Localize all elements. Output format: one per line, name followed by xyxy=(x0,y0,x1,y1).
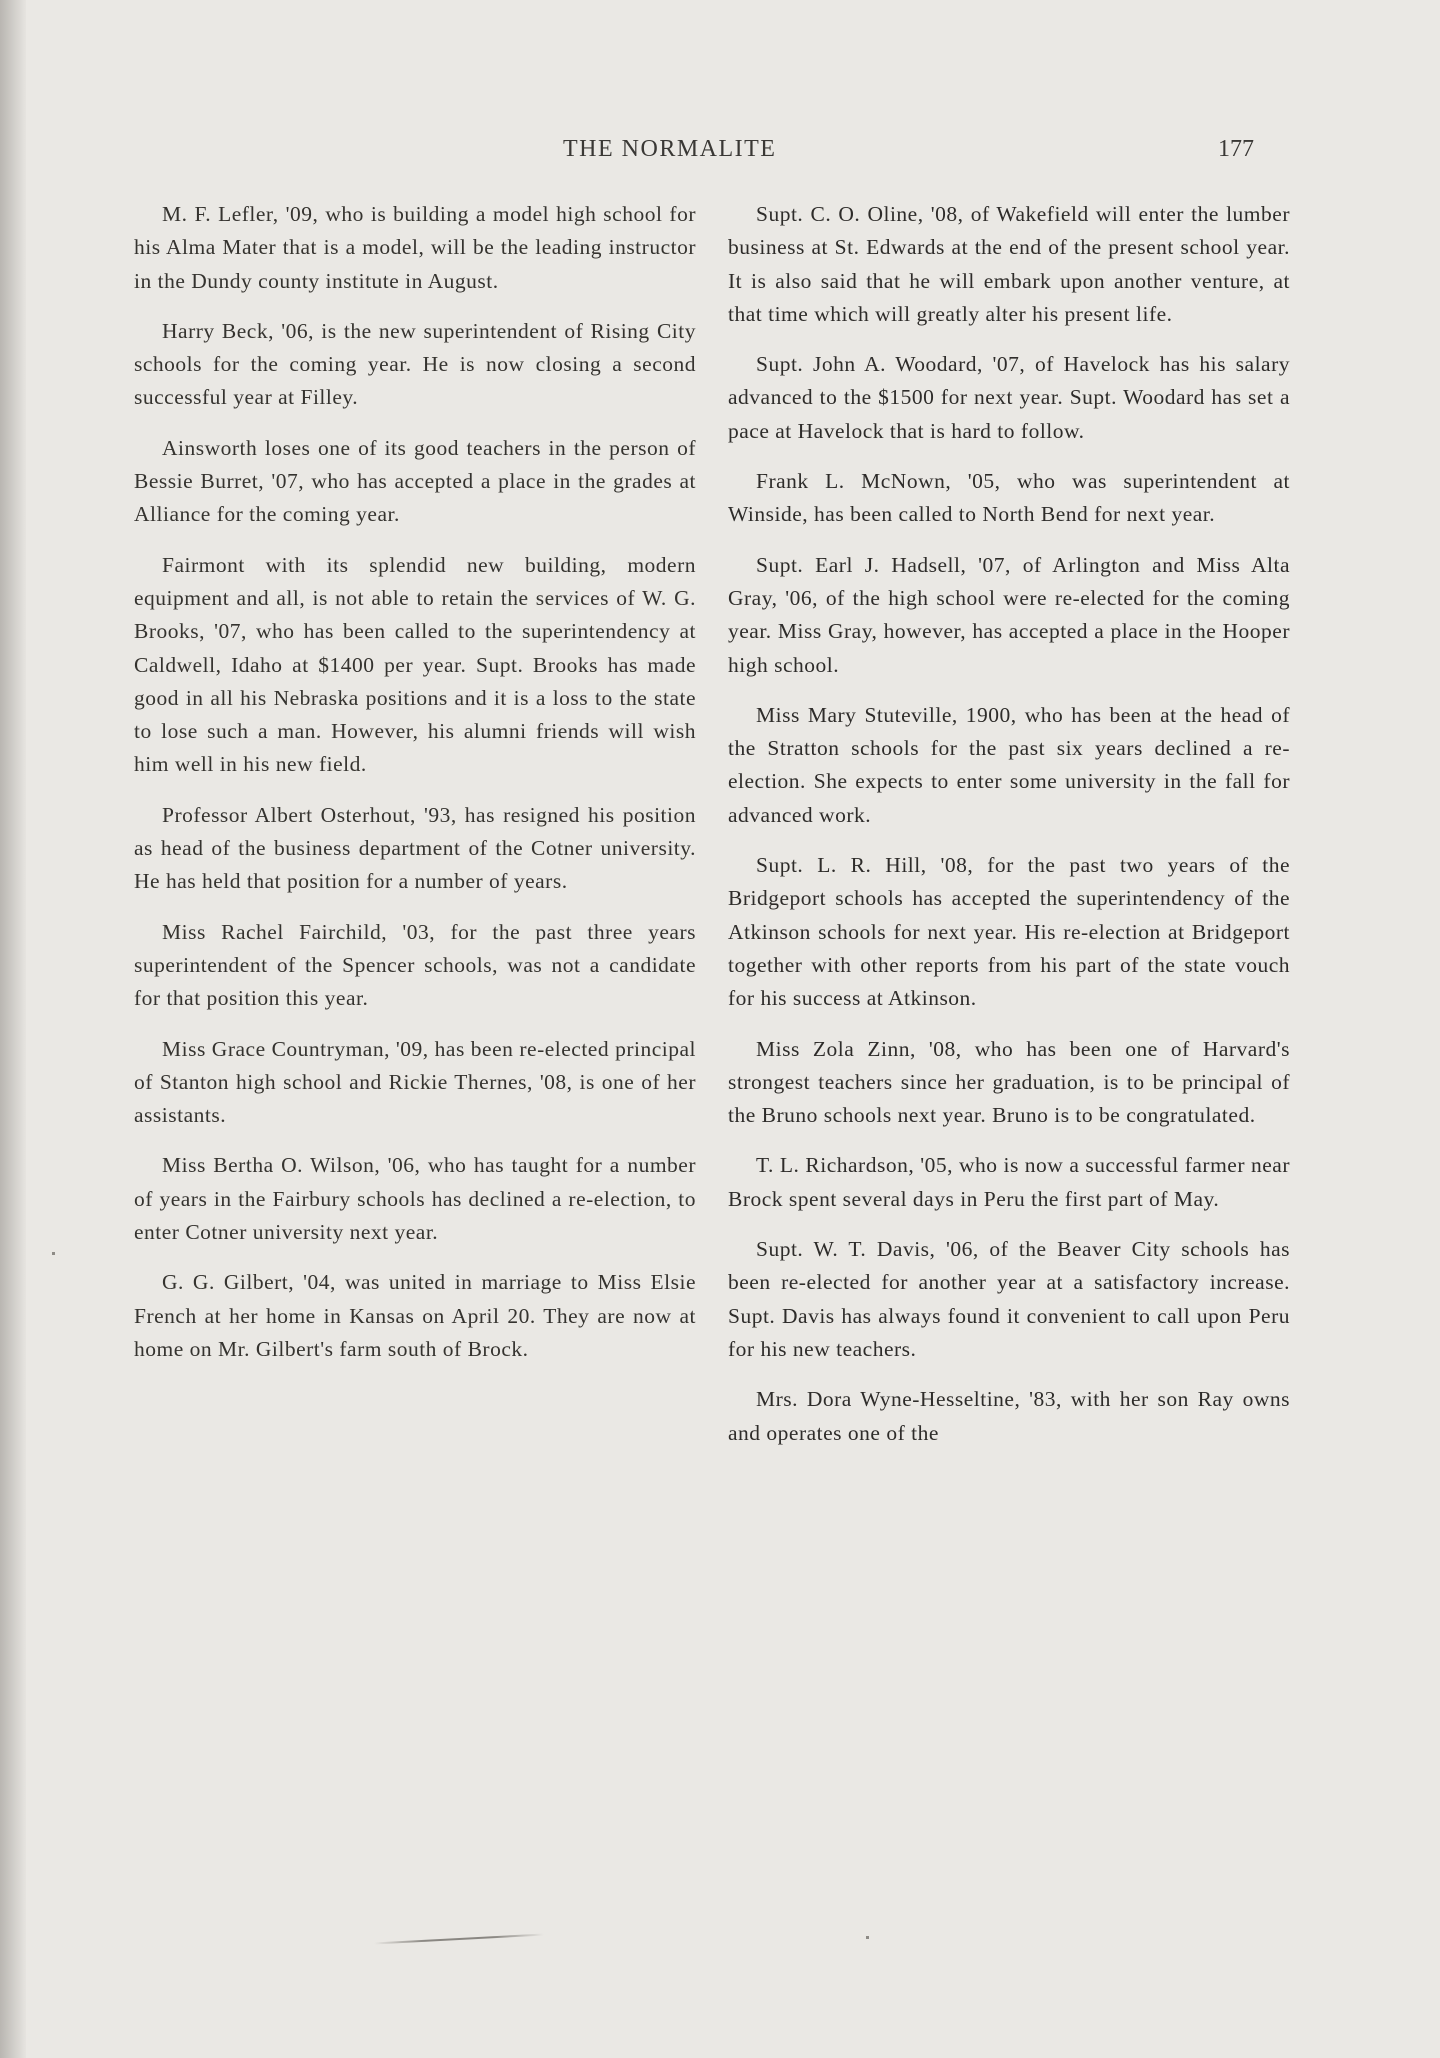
paragraph: Harry Beck, '06, is the new superintendent of Rising City schools for the coming year. He is now closing a second successful year at Filley. xyxy=(134,318,696,410)
page-binding-shadow xyxy=(0,0,26,2058)
paragraph: Professor Albert Osterhout, '93, has resigned his position as head of the business department of the Cotner university. He has held that position for a number of years. xyxy=(134,802,696,894)
paragraph: Supt. W. T. Davis, '06, of the Beaver City schools has been re-elected for another year at a satisfactory increase. Supt. Davis has always found it convenient to call upon Peru for his new teachers. xyxy=(728,1237,1290,1361)
paragraph: Frank L. McNown, '05, who was superintendent at Winside, has been called to North Bend for next year. xyxy=(728,469,1290,527)
paragraph: Ainsworth loses one of its good teachers in the person of Bessie Burret, '07, who has accepted a place in the grades at Alliance for the coming year. xyxy=(134,435,696,527)
left-column xyxy=(134,198,696,1383)
page-header xyxy=(0,136,1440,176)
page-number: 177 xyxy=(1218,136,1254,162)
paragraph: M. F. Lefler, '09, who is building a model high school for his Alma Mater that is a model, will be the leading instructor in the Dundy county institute in August. xyxy=(134,202,696,293)
paragraph: Miss Mary Stuteville, 1900, who has been at the head of the Stratton schools for the past six years declined a re-election. She expects to enter some university in the fall for advanced work. xyxy=(728,702,1290,827)
paragraph: Miss Bertha O. Wilson, '06, who has taught for a number of years in the Fairbury schools has declined a re-election, to enter Cotner university next year. xyxy=(134,1153,696,1245)
paragraph: Supt. Earl J. Hadsell, '07, of Arlington and Miss Alta Gray, '06, of the high school were re-elected for the coming year. Miss Gray, however, has accepted a place in the Hooper high school. xyxy=(728,552,1290,677)
paragraph: Mrs. Dora Wyne-Hesseltine, '83, with her son Ray owns and operates one of the xyxy=(728,1387,1290,1445)
paragraph: Miss Grace Countryman, '09, has been re-elected principal of Stanton high school and Rickie Thernes, '08, is one of her assistants. xyxy=(134,1036,696,1128)
stray-pencil-mark xyxy=(374,1934,544,1945)
paragraph: Fairmont with its splendid new building, modern equipment and all, is not able to retain the services of W. G. Brooks, '07, who has been called to the superintendency at Caldwell, Idaho at $1400 per year. Supt. Brooks has made good in all his Nebraska positions and it is a loss to the state to lose such a man. However, his alumni friends will wish him well in his new field. xyxy=(134,552,696,777)
paragraph: Supt. L. R. Hill, '08, for the past two years of the Bridgeport schools has accepted the superintendency of the Atkinson schools for next year. His re-election at Bridgeport together with other reports from his part of the state vouch for his success at Atkinson. xyxy=(728,853,1290,1011)
running-title: THE NORMALITE xyxy=(563,136,777,162)
paragraph: Supt. C. O. Oline, '08, of Wakefield will enter the lumber business at St. Edwards at the end of the present school year. It is also said that he will embark upon another venture, at that time which will greatly alter his present life. xyxy=(728,202,1290,326)
ink-speck xyxy=(866,1936,869,1939)
ink-speck xyxy=(52,1252,55,1255)
right-column xyxy=(728,198,1290,1467)
paragraph: G. G. Gilbert, '04, was united in marriage to Miss Elsie French at her home in Kansas on April 20. They are now at home on Mr. Gilbert's farm south of Brock. xyxy=(134,1270,696,1361)
paragraph: T. L. Richardson, '05, who is now a successful farmer near Brock spent several days in Peru the first part of May. xyxy=(728,1153,1290,1211)
paragraph: Miss Zola Zinn, '08, who has been one of Harvard's strongest teachers since her graduation, is to be principal of the Bruno schools next year. Bruno is to be congratulated. xyxy=(728,1036,1290,1128)
paragraph: Miss Rachel Fairchild, '03, for the past three years superintendent of the Spencer schools, was not a candidate for that position this year. xyxy=(134,919,696,1011)
paragraph: Supt. John A. Woodard, '07, of Havelock has his salary advanced to the $1500 for next year. Supt. Woodard has set a pace at Havelock that is hard to follow. xyxy=(728,352,1290,443)
